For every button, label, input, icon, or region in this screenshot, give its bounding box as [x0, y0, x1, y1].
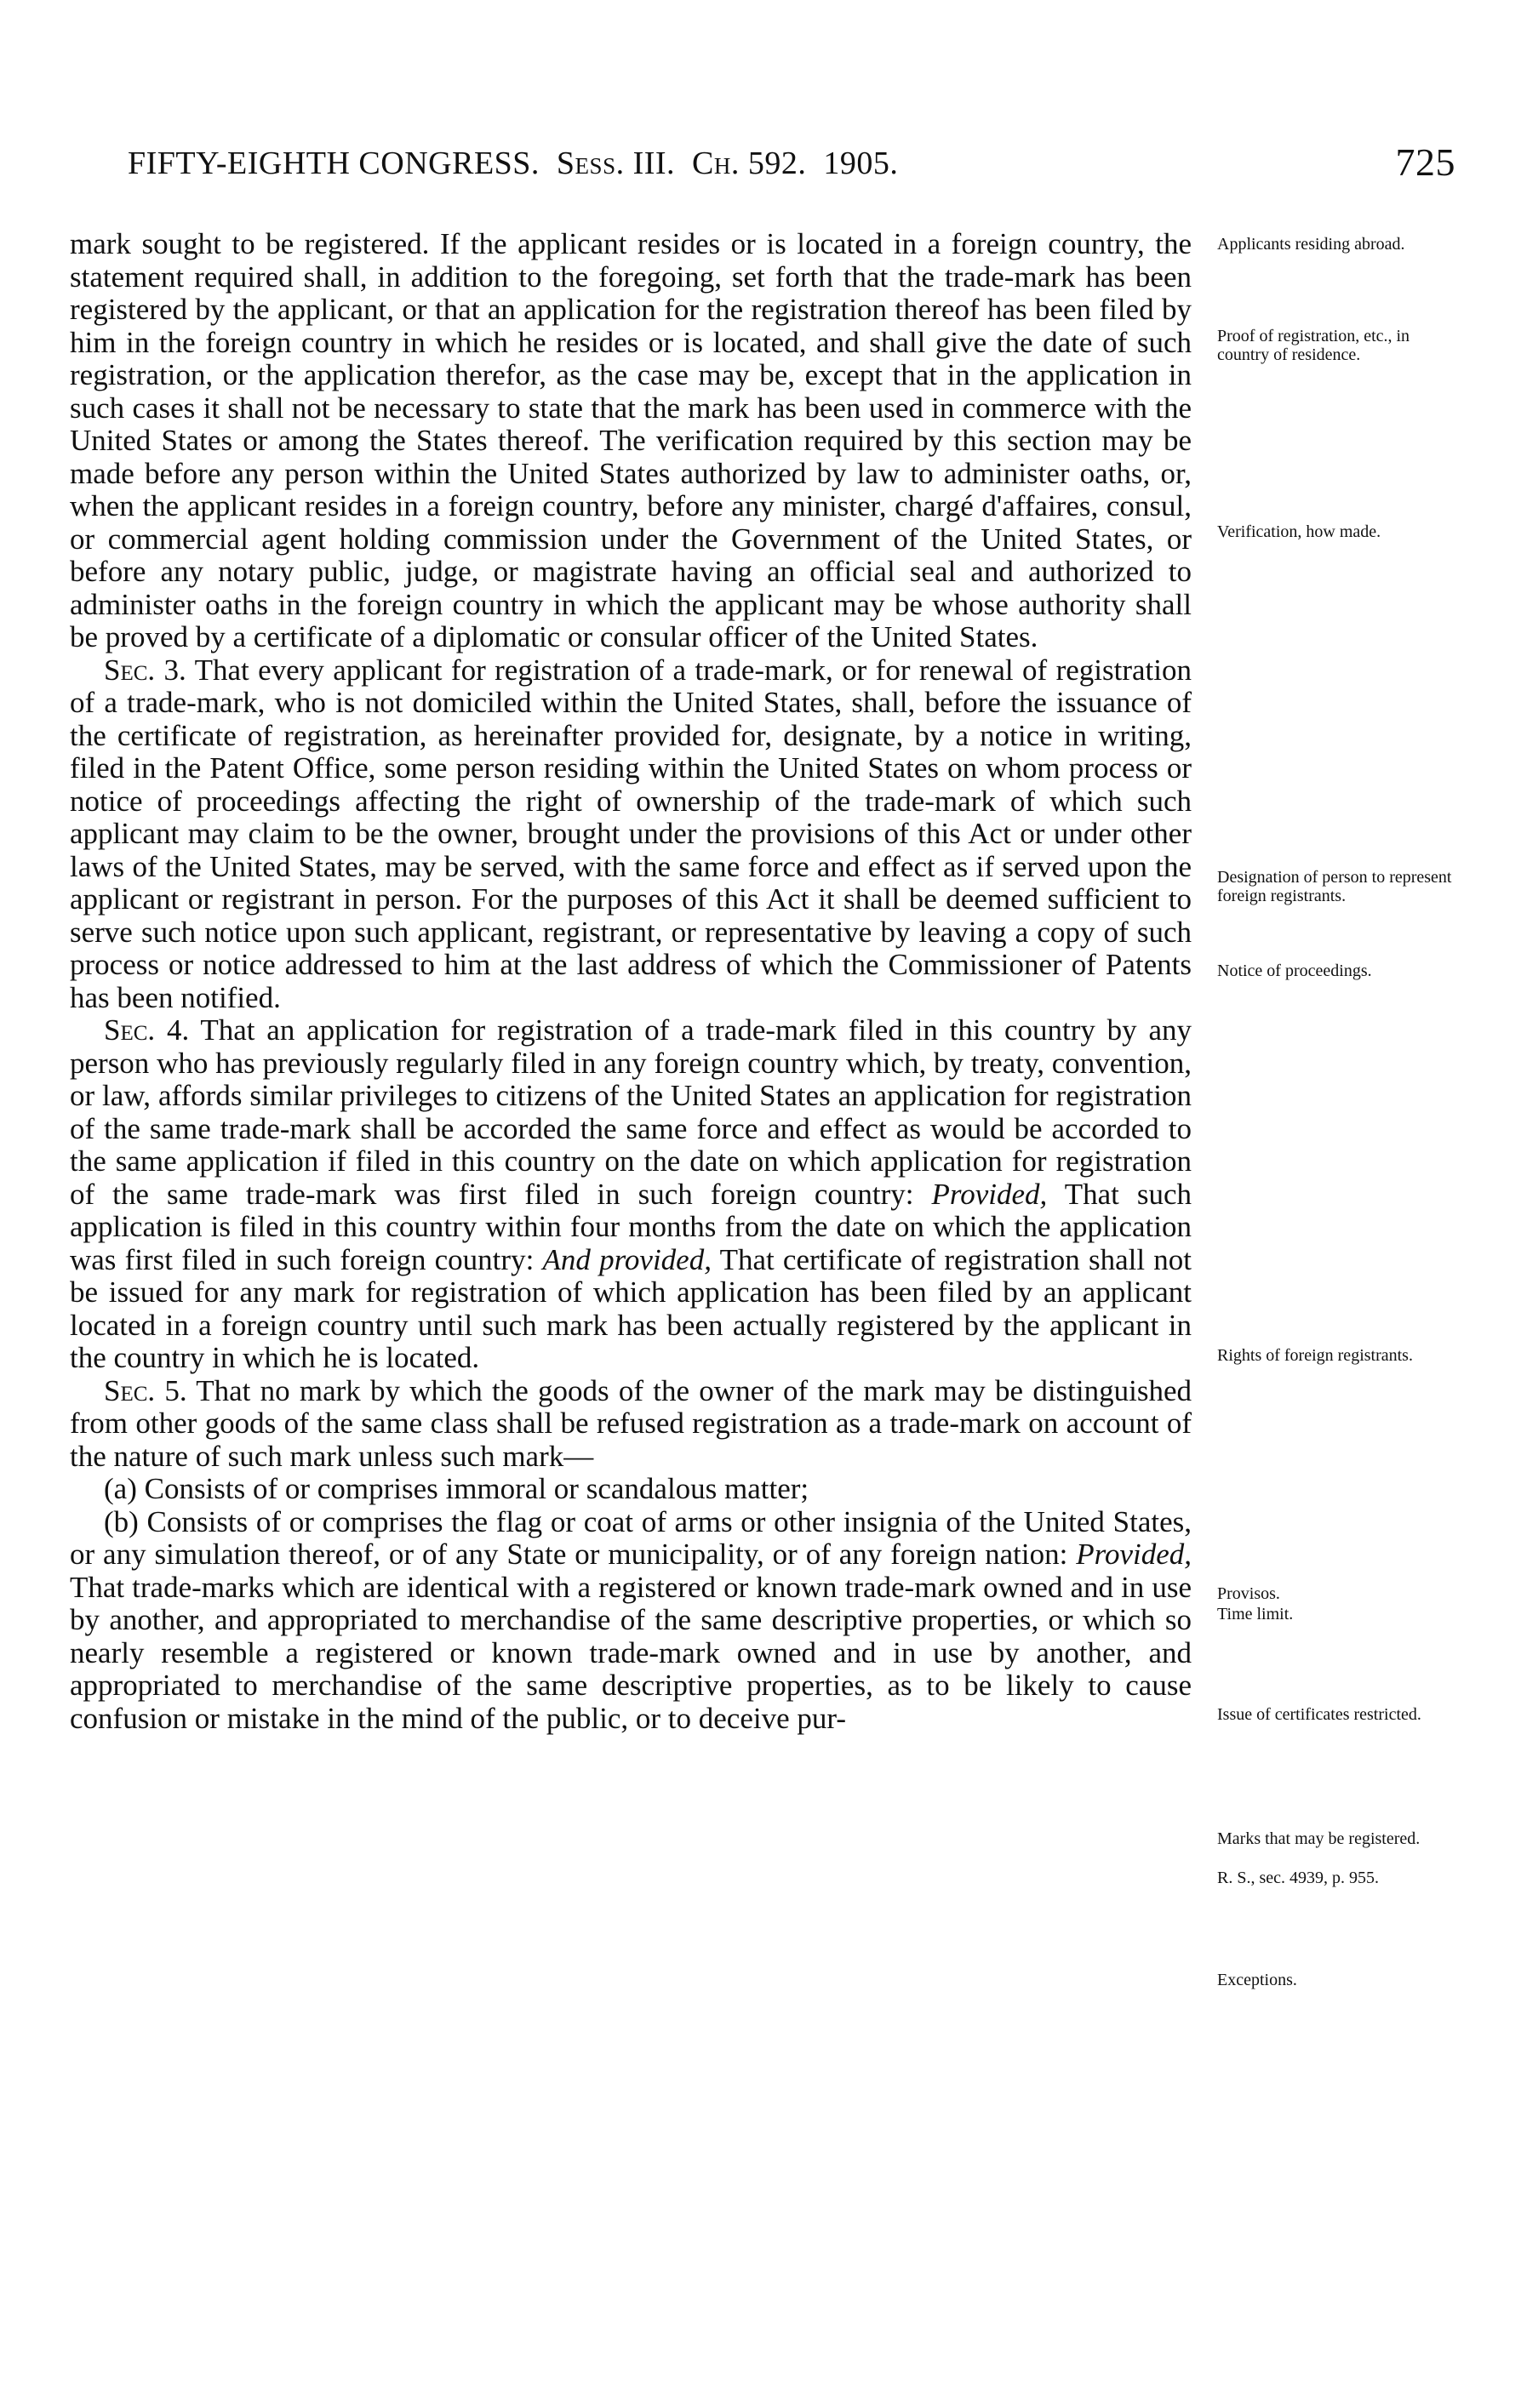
section-4-text-b: That such application is filed in this country within four months from the date on which the application was first filed in such foreign country: [70, 1177, 1192, 1276]
section-5-text: That no mark by which the goods of the owner of the mark may be distinguished from other goods of the same class shall be refused registration as a trade-mark on account of the nature of such mark unless such mark— [70, 1373, 1192, 1473]
margin-note-time-limit: Time limit. [1217, 1605, 1294, 1623]
margin-note-designation: Designation of person to represent foreign registrants. [1217, 868, 1452, 905]
margin-note-proof-of-registration: Proof of registration, etc., in country of residence. [1217, 327, 1410, 364]
clause-b-provided: Provided, [1076, 1538, 1192, 1571]
margin-note-provisos: Provisos. [1217, 1584, 1280, 1603]
clause-a: (a) Consists of or comprises immoral or scandalous matter; [104, 1472, 809, 1505]
section-4-and-provided: And provided, [542, 1242, 712, 1276]
margin-note-issue-certificates: Issue of certificates restricted. [1217, 1705, 1421, 1724]
year-label: 1905. [823, 146, 899, 181]
section-5 [70, 1375, 1192, 1474]
section-3-label: Sec. 3. [104, 653, 186, 687]
section-5-label: Sec. 5. [104, 1373, 187, 1407]
running-header [128, 140, 1455, 196]
statute-body [70, 228, 1192, 1735]
margin-note-marks-registered: Marks that may be registered. [1217, 1829, 1421, 1848]
section-4-text-c: That certificate of registration shall not be issued for any mark for registration of which application has been filed by an applicant located in a foreign country until such mark has been actually registered by the applicant in the country in which he is located. [70, 1242, 1192, 1374]
margin-note-applicants-abroad: Applicants residing abroad. [1217, 235, 1405, 254]
clause-b-text-b: That trade-marks which are identical with a registered or known trade-mark owned and in use by another, and appropriated to merchandise of the same descriptive properties, or which so nearly resemble a registered or known trade-mark owned and in use by another, and appropriated to merchandise of the same descriptive properties, as to be likely to cause confusion or mistake in the mind of the public, or to deceive pur- [70, 1570, 1192, 1735]
running-head [128, 145, 898, 182]
section-4 [70, 1014, 1192, 1375]
margin-note-notice: Notice of proceedings. [1217, 961, 1372, 980]
session-label: Sess. III. [556, 146, 676, 181]
section-4-provided: Provided, [931, 1177, 1048, 1211]
page-number: 725 [1395, 140, 1455, 184]
margin-note-rs-citation: R. S., sec. 4939, p. 955. [1217, 1869, 1379, 1887]
clause-b-text-a: (b) Consists of or comprises the flag or coat of arms or other insignia of the United States, or any simulation thereof, or of any State or municipality, or of any foreign nation: [70, 1504, 1192, 1571]
section-4-text-a: That an application for registration of a trade-mark filed in this country by any person who has previously regularly filed in any foreign country which, by treaty, convention, or law, affords similar privileges to citizens of the United States an application for registration of the same trade-mark shall be accorded the same force and effect as would be accorded to the same application if filed in this country on the date on which application for registration of the same trade-mark was first filed in such foreign country: [70, 1013, 1192, 1211]
section-3-text: That every applicant for registration of a trade-mark, or for renewal of registration of a trade-mark, who is not domiciled within the United States, shall, before the issuance of the certificate of registration, as hereinafter provided for, designate, by a notice in writing, filed in the Patent Office, some person residing within the United States on whom process or notice of proceedings affecting the right of ownership of the trade-mark of which such applicant may claim to be the owner, brought under the provisions of this Act or under other laws of the United States, may be served, with the same force and effect as if served upon the applicant or registrant in person. For the purposes of this Act it shall be deemed sufficient to serve such notice upon such applicant, registrant, or representative by leaving a copy of such process or notice addressed to him at the last address of which the Commissioner of Patents has been notified. [70, 653, 1192, 1014]
paragraph-continuation: mark sought to be registered. If the applicant resides or is located in a foreign country, the statement required shall, in addition to the foregoing, set forth that the trade-mark has been registered by the applicant, or that an application for the registration thereof has been filed by him in the foreign country in which he resides or is located, and shall give the date of such registration, or the application therefor, as the case may be, except that in the application in such cases it shall not be necessary to state that the mark has been used in commerce with the United States or among the States thereof. The verification required by this section may be made before any person within the United States authorized by law to administer oaths, or, when the applicant resides in a foreign country, before any minister, chargé d'affaires, consul, or commercial agent holding commission under the Government of the United States, or before any notary public, judge, or magistrate having an official seal and authorized to administer oaths in the foreign country in which the applicant may be whose authority shall be proved by a certificate of a diplomatic or consular officer of the United States. [70, 227, 1192, 653]
congress-title: FIFTY-EIGHTH CONGRESS. [128, 146, 540, 181]
section-4-label: Sec. 4. [104, 1013, 190, 1047]
margin-note-rights-foreign: Rights of foreign registrants. [1217, 1346, 1413, 1365]
chapter-label: Ch. 592. [692, 146, 807, 181]
section-3 [70, 654, 1192, 1015]
margin-note-verification: Verification, how made. [1217, 522, 1381, 541]
clause-b [70, 1506, 1192, 1736]
margin-note-exceptions: Exceptions. [1217, 1971, 1297, 1989]
